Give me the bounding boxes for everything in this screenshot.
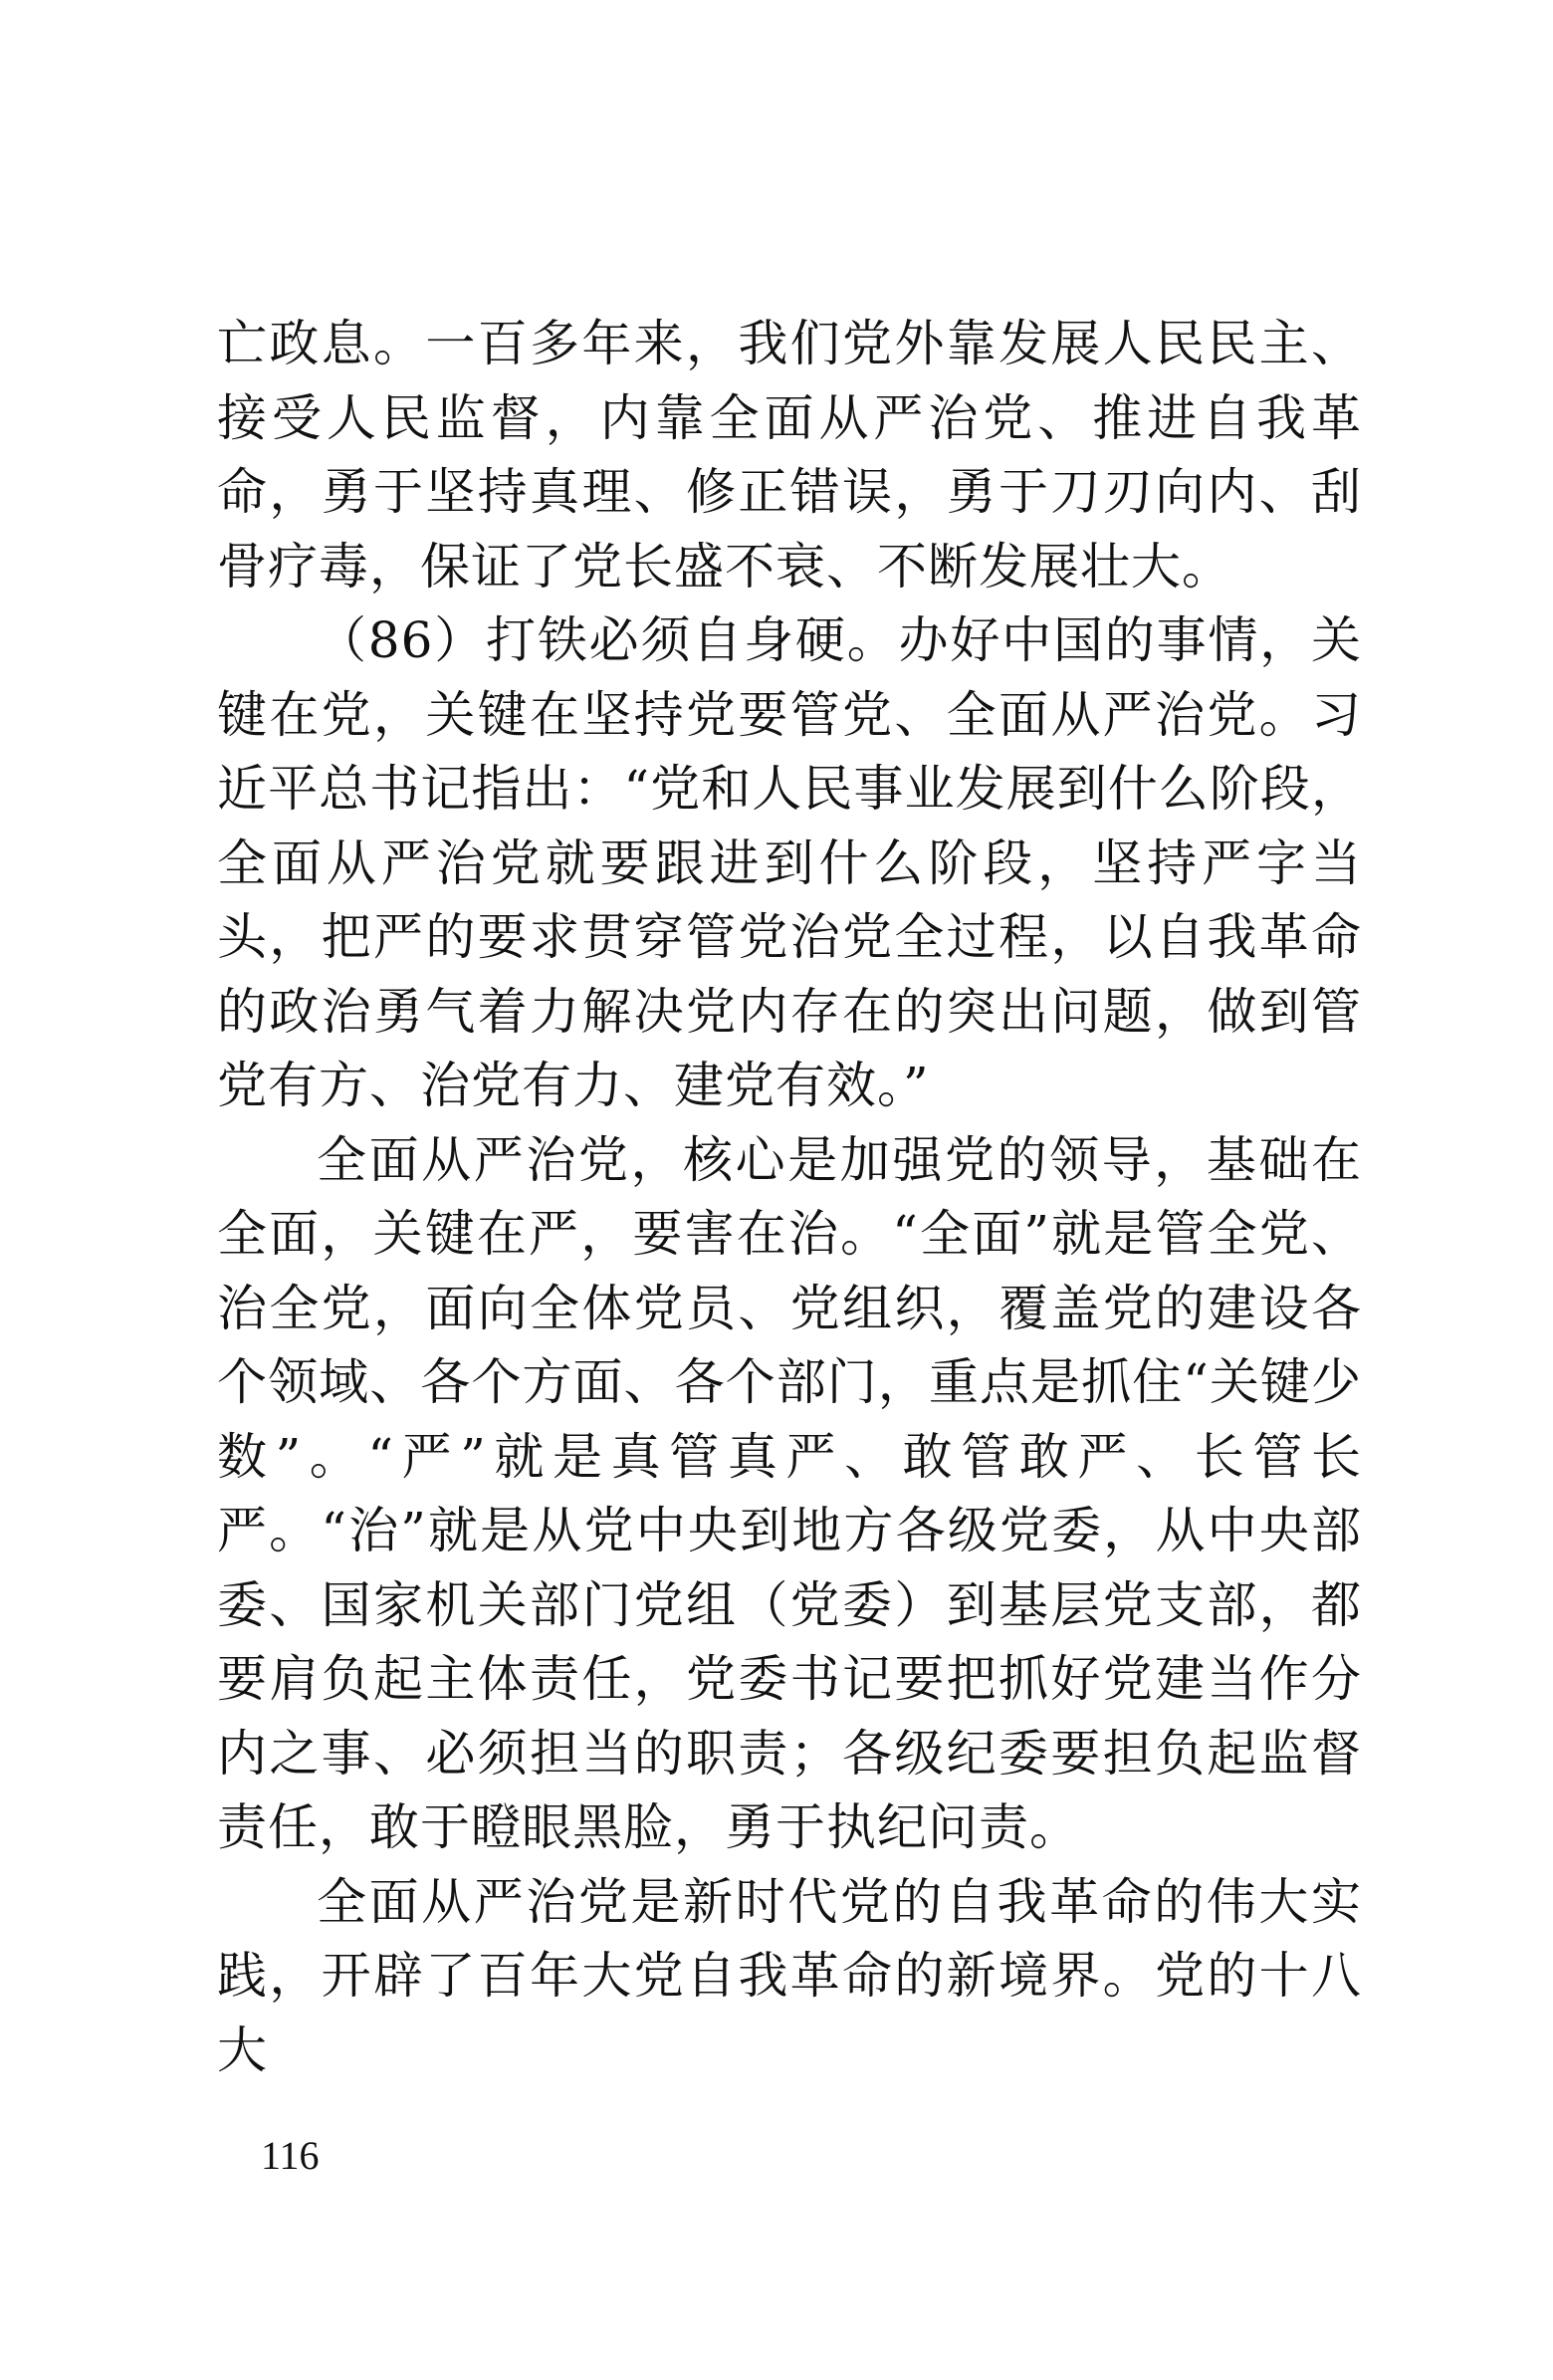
paragraph-1: 亡政息。一百多年来，我们党外靠发展人民民主、接受人民监督，内靠全面从严治党、推进自我革命，勇于坚持真理、修正错误，勇于刀刃向内、刮骨疗毒，保证了党长盛不衰、不断发展壮大。 xyxy=(217,315,1362,595)
paragraph-2: （86）打铁必须自身硬。办好中国的事情，关键在党，关键在坚持党要管党、全面从严治党。习近平总书记指出：“党和人民事业发展到什么阶段，全面从严治党就要跟进到什么阶段，坚持严字当头，把严的要求贯穿管党治党全过程，以自我革命的政治勇气着力解决党内存在的突出问题，做到管党有方、治党有力、建党有效。” xyxy=(217,611,1362,1114)
page-number: 116 xyxy=(261,2133,320,2178)
paragraph-4: 全面从严治党是新时代党的自我革命的伟大实践，开辟了百年大党自我革命的新境界。党的十八大 xyxy=(217,1872,1362,2079)
paragraph-3: 全面从严治党，核心是加强党的领导，基础在全面，关键在严，要害在治。“全面”就是管全党、治全党，面向全体党员、党组织，覆盖党的建设各个领域、各个方面、各个部门，重点是抓住“关键少数”。“严”就是真管真严、敢管敢严、长管长严。“治”就是从党中央到地方各级党委，从中央部委、国家机关部门党组（党委）到基层党支部，都要肩负起主体责任，党委书记要把抓好党建当作分内之事、必须担当的职责；各级纪委要担负起监督责任，敢于瞪眼黑脸，勇于执纪问责。 xyxy=(217,1130,1362,1856)
body-text xyxy=(217,307,1362,2087)
